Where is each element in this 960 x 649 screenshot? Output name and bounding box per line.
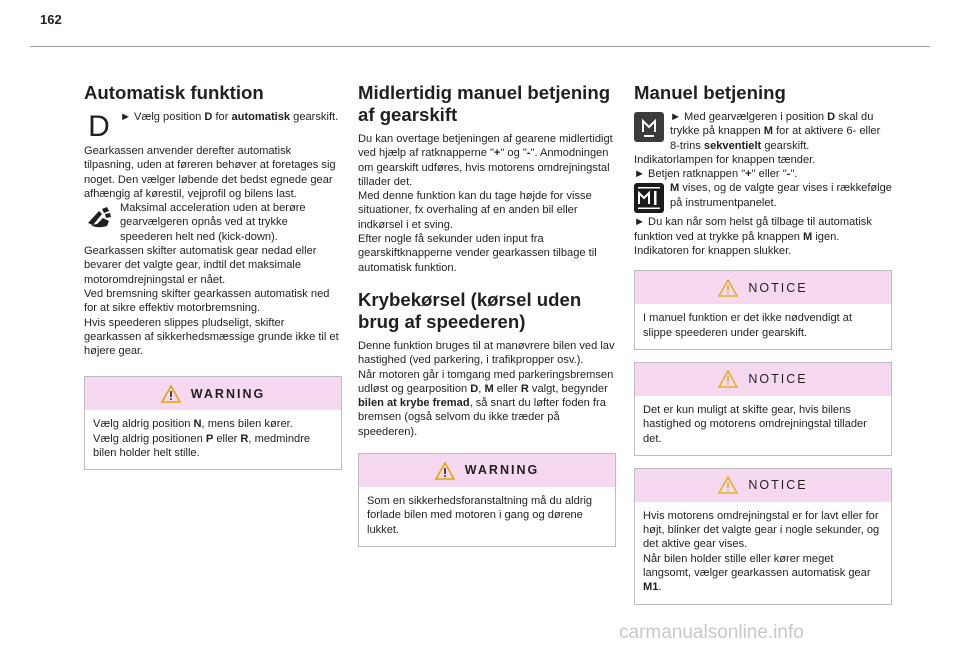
paragraph: Indikatoren for knappen slukker.: [634, 245, 792, 258]
text: Maksimal acceleration uden at berøre gearvælgeren opnås ved at trykke speederen helt ned (kick-down).: [120, 202, 306, 243]
text: for: [212, 111, 232, 123]
section-title-temporary-manual: Midlertidig manuel betjening af gearskift: [358, 82, 611, 125]
top-divider: [30, 46, 930, 47]
text: vises, og de valgte gear vises i rækkefølge på instrumentpanelet.: [670, 182, 892, 209]
paragraph: Efter nogle få sekunder uden input fra gearskiftknapperne vender gearkassen tilbage til automatisk funktion.: [358, 233, 597, 274]
foot-pedal-icon: [84, 203, 114, 233]
text: , mens bilen kører.: [201, 418, 293, 431]
text-bold: M: [763, 125, 773, 138]
paragraph: [358, 132, 616, 189]
paragraph: Hvis speederen slippes pludseligt, skifter gearkassen af sikkerhedsmæssige grunde ikke til et højere gear.: [84, 316, 339, 358]
notice-header: [635, 469, 891, 502]
text: gearskift.: [290, 111, 339, 123]
text: " og ": [500, 147, 527, 160]
warning-box: [358, 453, 616, 547]
text: ► Vælg position: [120, 111, 205, 123]
watermark: carmanualsonline.info: [619, 622, 804, 643]
manual-intro-paragraph: [634, 110, 892, 153]
paragraph: Denne funktion bruges til at manøvrere bilen ved lav hastighed (ved parkering, i trafikpropper osv.).: [358, 339, 615, 367]
text: Hvis motorens omdrejningstal er for lavt eller for højt, blinker det valgte gear i nogle sekunder, og det aktive gear vises.: [643, 509, 880, 551]
warning-triangle-icon: [718, 279, 738, 297]
warning-triangle-icon: [435, 462, 455, 480]
m-button-icon: [634, 112, 664, 142]
text: , så snart du løfter foden fra bremsen (også selvom du ikke træder på speederen).: [358, 397, 606, 438]
paragraph: [358, 368, 616, 439]
notice-label: NOTICE: [748, 372, 808, 387]
text: skal du trykke på knappen: [670, 111, 874, 138]
notice-text: I manuel funktion er det ikke nødvendigt at slippe speederen under gearskift.: [643, 312, 853, 339]
text: eller: [213, 432, 241, 445]
text-bold: M: [802, 230, 813, 243]
text: ,: [478, 382, 485, 395]
text: Vælg aldrig position: [93, 418, 194, 431]
paragraph: Med denne funktion kan du tage højde for visse situationer, fx overhaling af en anden bil eller indkørsel i et sving.: [358, 190, 592, 231]
kickdown-paragraph: [84, 201, 342, 244]
gear-d-icon: D: [88, 110, 110, 143]
gear-display-paragraph: [634, 181, 892, 215]
text: valgt, begynder: [528, 382, 608, 395]
text-bold: -: [526, 147, 531, 160]
page-number: 162: [40, 12, 62, 27]
text-bold: D: [470, 382, 479, 395]
section-title-automatic: Automatisk funktion: [84, 82, 264, 103]
text-bold: M1: [643, 581, 659, 594]
text-bold: R: [240, 432, 249, 445]
warning-box: [84, 376, 342, 470]
text: for at aktivere 6- eller 8-trins: [670, 125, 881, 152]
notice-header: [635, 363, 891, 396]
text: , medmindre bilen holder helt stille.: [93, 432, 311, 460]
text: igen.: [812, 230, 840, 243]
warning-triangle-icon: [161, 385, 181, 403]
warning-text: [85, 410, 341, 469]
text-bold: M: [670, 182, 680, 195]
text: eller: [493, 382, 521, 395]
text-bold: M: [484, 382, 494, 395]
gear-display-icon: [634, 183, 664, 213]
column-temporary-manual: [358, 82, 616, 547]
text: ► Du kan når som helst gå tilbage til automatisk funktion ved at trykke på knappen: [634, 216, 872, 243]
text-bold: D: [204, 111, 213, 123]
notice-header: [635, 271, 891, 304]
text-bold: N: [193, 418, 202, 431]
text-bold: sekventielt: [703, 139, 762, 152]
notice-box: [634, 468, 892, 605]
text: ► Med gearvælgeren i position: [670, 111, 828, 123]
column-automatic: [84, 82, 342, 470]
text-bold: +: [745, 168, 752, 181]
warning-text: Som en sikkerhedsforanstaltning må du aldrig forlade bilen med motoren i gang og dørene lukket.: [367, 495, 593, 536]
notice-box: [634, 270, 892, 350]
warning-label: WARNING: [190, 386, 266, 401]
text: Du kan overtage betjeningen af gearene midlertidigt ved hjælp af ratknapperne ": [358, 133, 613, 160]
text-bold: R: [520, 382, 529, 395]
text: ". Anmodningen om gearskift udføres, hvis motorens omdrejningstal tillader det.: [358, 147, 610, 188]
section-title-creep: Krybekørsel (kørsel uden brug af speederen): [358, 288, 582, 332]
warning-header: [85, 377, 341, 410]
intro-paragraph: [84, 110, 342, 144]
text: ► Betjen ratknappen ": [634, 168, 746, 181]
paragraph: Gearkassen skifter automatisk gear nedad eller bevarer det valgte gear, indtil det maksimale motoromdrejningstal er nået.: [84, 245, 317, 286]
text-bold: P: [205, 432, 214, 445]
text: gearskift.: [761, 139, 810, 152]
warning-label: WARNING: [464, 463, 540, 478]
paragraph: Indikatorlampen for knappen tænder.: [634, 153, 816, 166]
text-bold: -: [786, 168, 791, 181]
text: ".: [790, 168, 798, 181]
text: " eller ": [751, 168, 787, 181]
paragraph: Ved bremsning skifter gearkassen automatisk ned for at sikre effektiv motorbremsning.: [84, 287, 330, 315]
text: Når bilen holder stille eller kører meget langsomt, vælger gearkassen automatisk gear: [643, 552, 871, 580]
text-bold: D: [827, 111, 836, 123]
notice-box: [634, 362, 892, 456]
notice-label: NOTICE: [748, 280, 808, 295]
section-title-manual: Manuel betjening: [634, 82, 786, 103]
warning-triangle-icon: [718, 476, 738, 494]
warning-triangle-icon: [718, 370, 738, 388]
text-bold: +: [493, 147, 501, 160]
paragraph: [634, 167, 892, 181]
text: Når motoren går i tomgang med parkeringsbremsen udløst og gearposition: [358, 368, 614, 395]
text: .: [658, 581, 662, 594]
notice-label: NOTICE: [748, 478, 808, 493]
text-bold: bilen at krybe fremad: [358, 397, 470, 410]
paragraph: Gearkassen anvender derefter automatisk tilpasning, uden at føreren behøver at foretages sig noget. Den vælger løbende det bedst egnede gear afhængig af kørestil, vejprofil og bilens last.: [84, 145, 336, 200]
text-bold: automatisk: [231, 111, 291, 123]
column-manual: [634, 82, 892, 605]
paragraph: [634, 215, 892, 244]
notice-text: [635, 502, 891, 604]
warning-header: [359, 454, 615, 487]
notice-text: Det er kun muligt at skifte gear, hvis bilens hastighed og motorens omdrejningstal tillader det.: [643, 403, 867, 445]
text: Vælg aldrig positionen: [93, 432, 206, 445]
